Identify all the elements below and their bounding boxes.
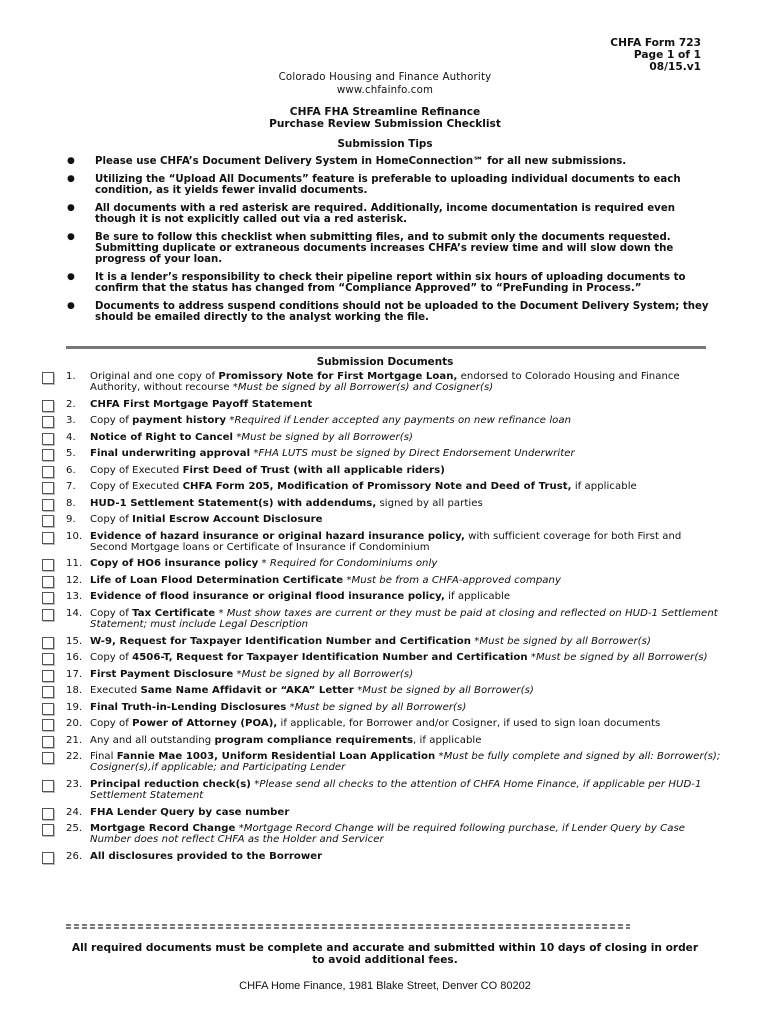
- item-note: *FHA LUTS must be signed by Direct Endorsement Underwriter: [253, 448, 575, 460]
- checkbox[interactable]: [42, 372, 54, 384]
- item-text-prefix: Copy of: [90, 415, 133, 427]
- item-number: 23.: [66, 778, 83, 790]
- item-title: FHA Lender Query by case number: [90, 806, 290, 818]
- item-number: 5.: [66, 448, 76, 460]
- item-title: First Payment Disclosure: [90, 668, 234, 680]
- tip-text: Documents to address suspend conditions should not be uploaded to the Document Delivery System; they should be emailed directly to the analyst working the file.: [95, 300, 709, 323]
- item-note: *Please send all checks to the attention of CHFA Home Finance, if applicable per HUD-1 Settlement Statement: [90, 778, 702, 802]
- checkbox[interactable]: [42, 609, 54, 621]
- checklist-item: [42, 751, 722, 774]
- item-text-suffix: if applicable: [571, 481, 637, 493]
- item-number: 11.: [66, 558, 83, 570]
- tips-list: [65, 156, 711, 329]
- tip-item: [65, 301, 711, 323]
- item-text-suffix: if applicable: [444, 591, 511, 603]
- checkbox[interactable]: [42, 752, 54, 764]
- item-note: *Mortgage Record Change will be required following purchase, if Lender Query by Case Number does not reflect CHFA as the Holder and Servicer: [90, 823, 686, 846]
- agency-website: www.chfainfo.com: [336, 85, 434, 96]
- checkbox[interactable]: [42, 637, 54, 649]
- item-title: HUD-1 Settlement Statement(s) with addendums,: [90, 497, 377, 509]
- checklist-item: [42, 779, 722, 802]
- item-title: Promissory Note for First Mortgage Loan,: [218, 371, 458, 382]
- item-text-prefix: Executed: [90, 685, 141, 697]
- checkbox[interactable]: [42, 824, 54, 836]
- item-number: 24.: [66, 806, 83, 818]
- bullet-icon: ●: [67, 173, 75, 184]
- checklist-item: [42, 481, 722, 492]
- item-title: Evidence of hazard insurance or original hazard insurance policy,: [90, 530, 465, 542]
- tips-heading: Submission Tips: [337, 138, 433, 150]
- title-line-2: Purchase Review Submission Checklist: [269, 118, 501, 130]
- checkbox[interactable]: [42, 433, 54, 445]
- checklist-item: [42, 807, 722, 818]
- item-text-prefix: Copy of: [90, 652, 133, 664]
- item-title: Notice of Right to Cancel: [90, 431, 234, 443]
- footer-note: [0, 942, 770, 967]
- form-identifier: [610, 37, 701, 73]
- item-note: *Must be signed by all Borrower(s): [236, 668, 414, 680]
- checkbox[interactable]: [42, 670, 54, 682]
- item-number: 18.: [66, 685, 83, 697]
- item-number: 13.: [66, 591, 83, 603]
- item-number: 20.: [66, 718, 83, 730]
- checklist-item: [42, 685, 722, 696]
- tip-item: [65, 174, 711, 196]
- documents-heading: Submission Documents: [316, 356, 454, 368]
- section-divider: [66, 346, 706, 349]
- item-note: *Must be signed by all Borrower(s): [530, 652, 708, 664]
- item-title: Final Truth-in-Lending Disclosures: [90, 701, 287, 713]
- checkbox[interactable]: [42, 576, 54, 588]
- documents-checklist: [42, 371, 722, 867]
- item-title: All disclosures provided to the Borrower: [90, 850, 323, 862]
- item-note: * Required for Condominiums only: [261, 558, 438, 570]
- bullet-icon: ●: [67, 202, 75, 213]
- item-text-suffix: , if applicable: [413, 734, 482, 746]
- item-text-prefix: Final: [90, 751, 117, 763]
- item-number: 16.: [66, 652, 83, 664]
- checklist-item: [42, 531, 722, 554]
- checklist-item: [42, 636, 722, 647]
- checklist-item: [42, 448, 722, 459]
- checkbox[interactable]: [42, 719, 54, 731]
- checklist-item: [42, 498, 722, 509]
- item-text-prefix: Copy of Executed: [90, 464, 183, 476]
- item-text-suffix: with sufficient coverage for both First and Second Mortgage loans or Certificate of Insurance if Condominium: [90, 530, 682, 553]
- item-note: *Must be signed by all Borrower(s): [474, 635, 651, 647]
- checklist-item: [42, 608, 722, 631]
- item-number: 9.: [66, 514, 76, 526]
- item-number: 17.: [66, 668, 83, 680]
- checklist-item: [42, 415, 722, 426]
- checkbox[interactable]: [42, 686, 54, 698]
- item-number: 21.: [66, 734, 83, 746]
- item-number: 15.: [66, 635, 83, 647]
- checkbox[interactable]: [42, 449, 54, 461]
- item-title: W-9, Request for Taxpayer Identification Number and Certification: [90, 635, 471, 647]
- bullet-icon: ●: [67, 231, 75, 242]
- item-number: 10.: [66, 530, 83, 542]
- item-note: *Must be from a CHFA-approved company: [346, 574, 562, 586]
- footer-address: CHFA Home Finance, 1981 Blake Street, Denver CO 80202: [239, 980, 531, 992]
- item-note: *Required if Lender accepted any payments on new refinance loan: [229, 415, 572, 427]
- item-note: *Must be signed by all Borrower(s): [289, 701, 467, 713]
- bullet-icon: ●: [67, 156, 75, 166]
- item-title: CHFA First Mortgage Payoff Statement: [90, 398, 313, 410]
- checkbox[interactable]: [42, 736, 54, 748]
- checkbox[interactable]: [42, 532, 54, 544]
- item-number: 22.: [66, 751, 83, 763]
- item-number: 25.: [66, 823, 83, 835]
- checklist-item: [42, 399, 722, 410]
- checklist-item: [42, 652, 722, 663]
- checklist-item: [42, 558, 722, 569]
- item-text-prefix: Copy of: [90, 514, 133, 526]
- item-note: *Must be fully complete and signed by all: Borrower(s); Cosigner(s),if applicable; and Participating Lender: [90, 751, 721, 774]
- checklist-item: [42, 851, 722, 862]
- checkbox[interactable]: [42, 466, 54, 478]
- checkbox[interactable]: [42, 808, 54, 820]
- checklist-item: [42, 718, 722, 729]
- checkbox[interactable]: [42, 400, 54, 412]
- agency-block: [0, 71, 770, 97]
- checklist-item: [42, 371, 722, 394]
- item-number: 12.: [66, 574, 83, 586]
- checklist-item: [42, 432, 722, 443]
- item-title: Tax Certificate: [132, 607, 216, 619]
- checklist-item: [42, 465, 722, 476]
- item-text-prefix: Copy of Executed: [90, 481, 183, 493]
- item-title: program compliance requirements: [214, 734, 414, 746]
- tip-text: Please use CHFA’s Document Delivery System in HomeConnection℠ for all new submissions.: [95, 156, 627, 167]
- title-line-1: CHFA FHA Streamline Refinance: [289, 106, 481, 118]
- item-number: 26.: [66, 850, 83, 862]
- item-title: 4506-T, Request for Taxpayer Identification Number and Certification: [132, 652, 528, 664]
- item-note: * Must show taxes are current or they must be paid at closing and reflected on HUD-1 Settlement Statement; must include Legal Description: [90, 607, 718, 631]
- item-number: 2.: [66, 398, 76, 410]
- checklist-item: [42, 702, 722, 713]
- item-note: *Must be signed by all Borrower(s): [236, 431, 414, 443]
- checkbox[interactable]: [42, 482, 54, 494]
- checklist-item: [42, 514, 722, 525]
- bullet-icon: ●: [67, 300, 75, 311]
- checklist-item: [42, 591, 722, 602]
- item-title: Principal reduction check(s): [90, 778, 251, 790]
- item-note: *Must be signed by all Borrower(s) and Cosigner(s): [232, 382, 494, 394]
- tip-item: [65, 232, 711, 266]
- tip-text: Be sure to follow this checklist when submitting files, and to submit only the documents requested. Submitting duplicate or extraneous documents increases CHFA’s review time and will slow down the progress of your loan.: [95, 231, 674, 265]
- checklist-item: [42, 823, 722, 846]
- tip-text: Utilizing the “Upload All Documents” feature is preferable to uploading individual documents to each condition, as it yields fewer invalid documents.: [95, 173, 681, 196]
- checkbox[interactable]: [42, 515, 54, 527]
- checkbox[interactable]: [42, 416, 54, 428]
- dashed-divider: [66, 924, 630, 929]
- checkbox[interactable]: [42, 499, 54, 511]
- item-number: 8.: [66, 497, 76, 509]
- item-title: Fannie Mae 1003, Uniform Residential Loan Application: [116, 751, 436, 763]
- item-number: 6.: [66, 464, 76, 476]
- tip-text: It is a lender’s responsibility to check their pipeline report within six hours of uploading documents to confirm that the status has changed from “Compliance Approved” to “PreFunding in Process.”: [95, 271, 686, 294]
- item-title: Evidence of flood insurance or original flood insurance policy,: [90, 591, 445, 603]
- form-version: 08/15.v1: [649, 61, 701, 73]
- form-number: CHFA Form 723: [610, 37, 701, 49]
- item-title: Final underwriting approval: [90, 448, 251, 460]
- item-text-suffix: endorsed to Colorado Housing and Finance Authority, without recourse: [90, 371, 680, 394]
- item-title: Mortgage Record Change: [90, 823, 236, 835]
- item-number: 7.: [66, 481, 76, 493]
- tip-text: All documents with a red asterisk are required. Additionally, income documentation is required even though it is not explicitly called out via a red asterisk.: [95, 202, 675, 225]
- item-title: Same Name Affidavit or “AKA” Letter: [140, 685, 354, 697]
- item-title: Copy of HO6 insurance policy: [90, 558, 259, 570]
- item-text-prefix: Original and one copy of: [90, 371, 219, 382]
- item-title: Power of Attorney (POA),: [132, 718, 278, 730]
- page-indicator: Page 1 of 1: [633, 49, 701, 61]
- item-number: 4.: [66, 431, 76, 443]
- checkbox[interactable]: [42, 559, 54, 571]
- item-title: payment history: [132, 415, 227, 427]
- bullet-icon: ●: [67, 271, 75, 282]
- item-text-prefix: Copy of: [90, 718, 133, 730]
- item-text-suffix: if applicable, for Borrower and/or Cosigner, if used to sign loan documents: [277, 718, 661, 730]
- page-title: [0, 106, 770, 130]
- tip-item: [65, 156, 711, 167]
- item-number: 14.: [66, 607, 83, 619]
- item-title: CHFA Form 205, Modification of Promissory Note and Deed of Trust,: [182, 481, 572, 493]
- checklist-item: [42, 575, 722, 586]
- tip-item: [65, 272, 711, 294]
- item-number: 3.: [66, 415, 76, 427]
- checkbox[interactable]: [42, 852, 54, 864]
- agency-name: Colorado Housing and Finance Authority: [278, 72, 492, 83]
- item-text-suffix: signed by all parties: [376, 497, 483, 509]
- item-title: First Deed of Trust (with all applicable riders): [182, 464, 445, 476]
- item-title: Initial Escrow Account Disclosure: [132, 514, 323, 526]
- item-note: *Must be signed by all Borrower(s): [357, 685, 534, 697]
- item-text-prefix: Any and all outstanding: [90, 734, 215, 746]
- tip-item: [65, 203, 711, 225]
- item-text-prefix: Copy of: [90, 607, 133, 619]
- checkbox[interactable]: [42, 703, 54, 715]
- item-number: 1.: [66, 371, 76, 382]
- checkbox[interactable]: [42, 780, 54, 792]
- checklist-item: [42, 735, 722, 746]
- item-title: Life of Loan Flood Determination Certificate: [90, 574, 344, 586]
- checklist-item: [42, 669, 722, 680]
- checkbox[interactable]: [42, 653, 54, 665]
- footer-note-text: All required documents must be complete and accurate and submitted within 10 days of closing in order to avoid additional fees.: [71, 942, 699, 967]
- item-number: 19.: [66, 701, 83, 713]
- checkbox[interactable]: [42, 592, 54, 604]
